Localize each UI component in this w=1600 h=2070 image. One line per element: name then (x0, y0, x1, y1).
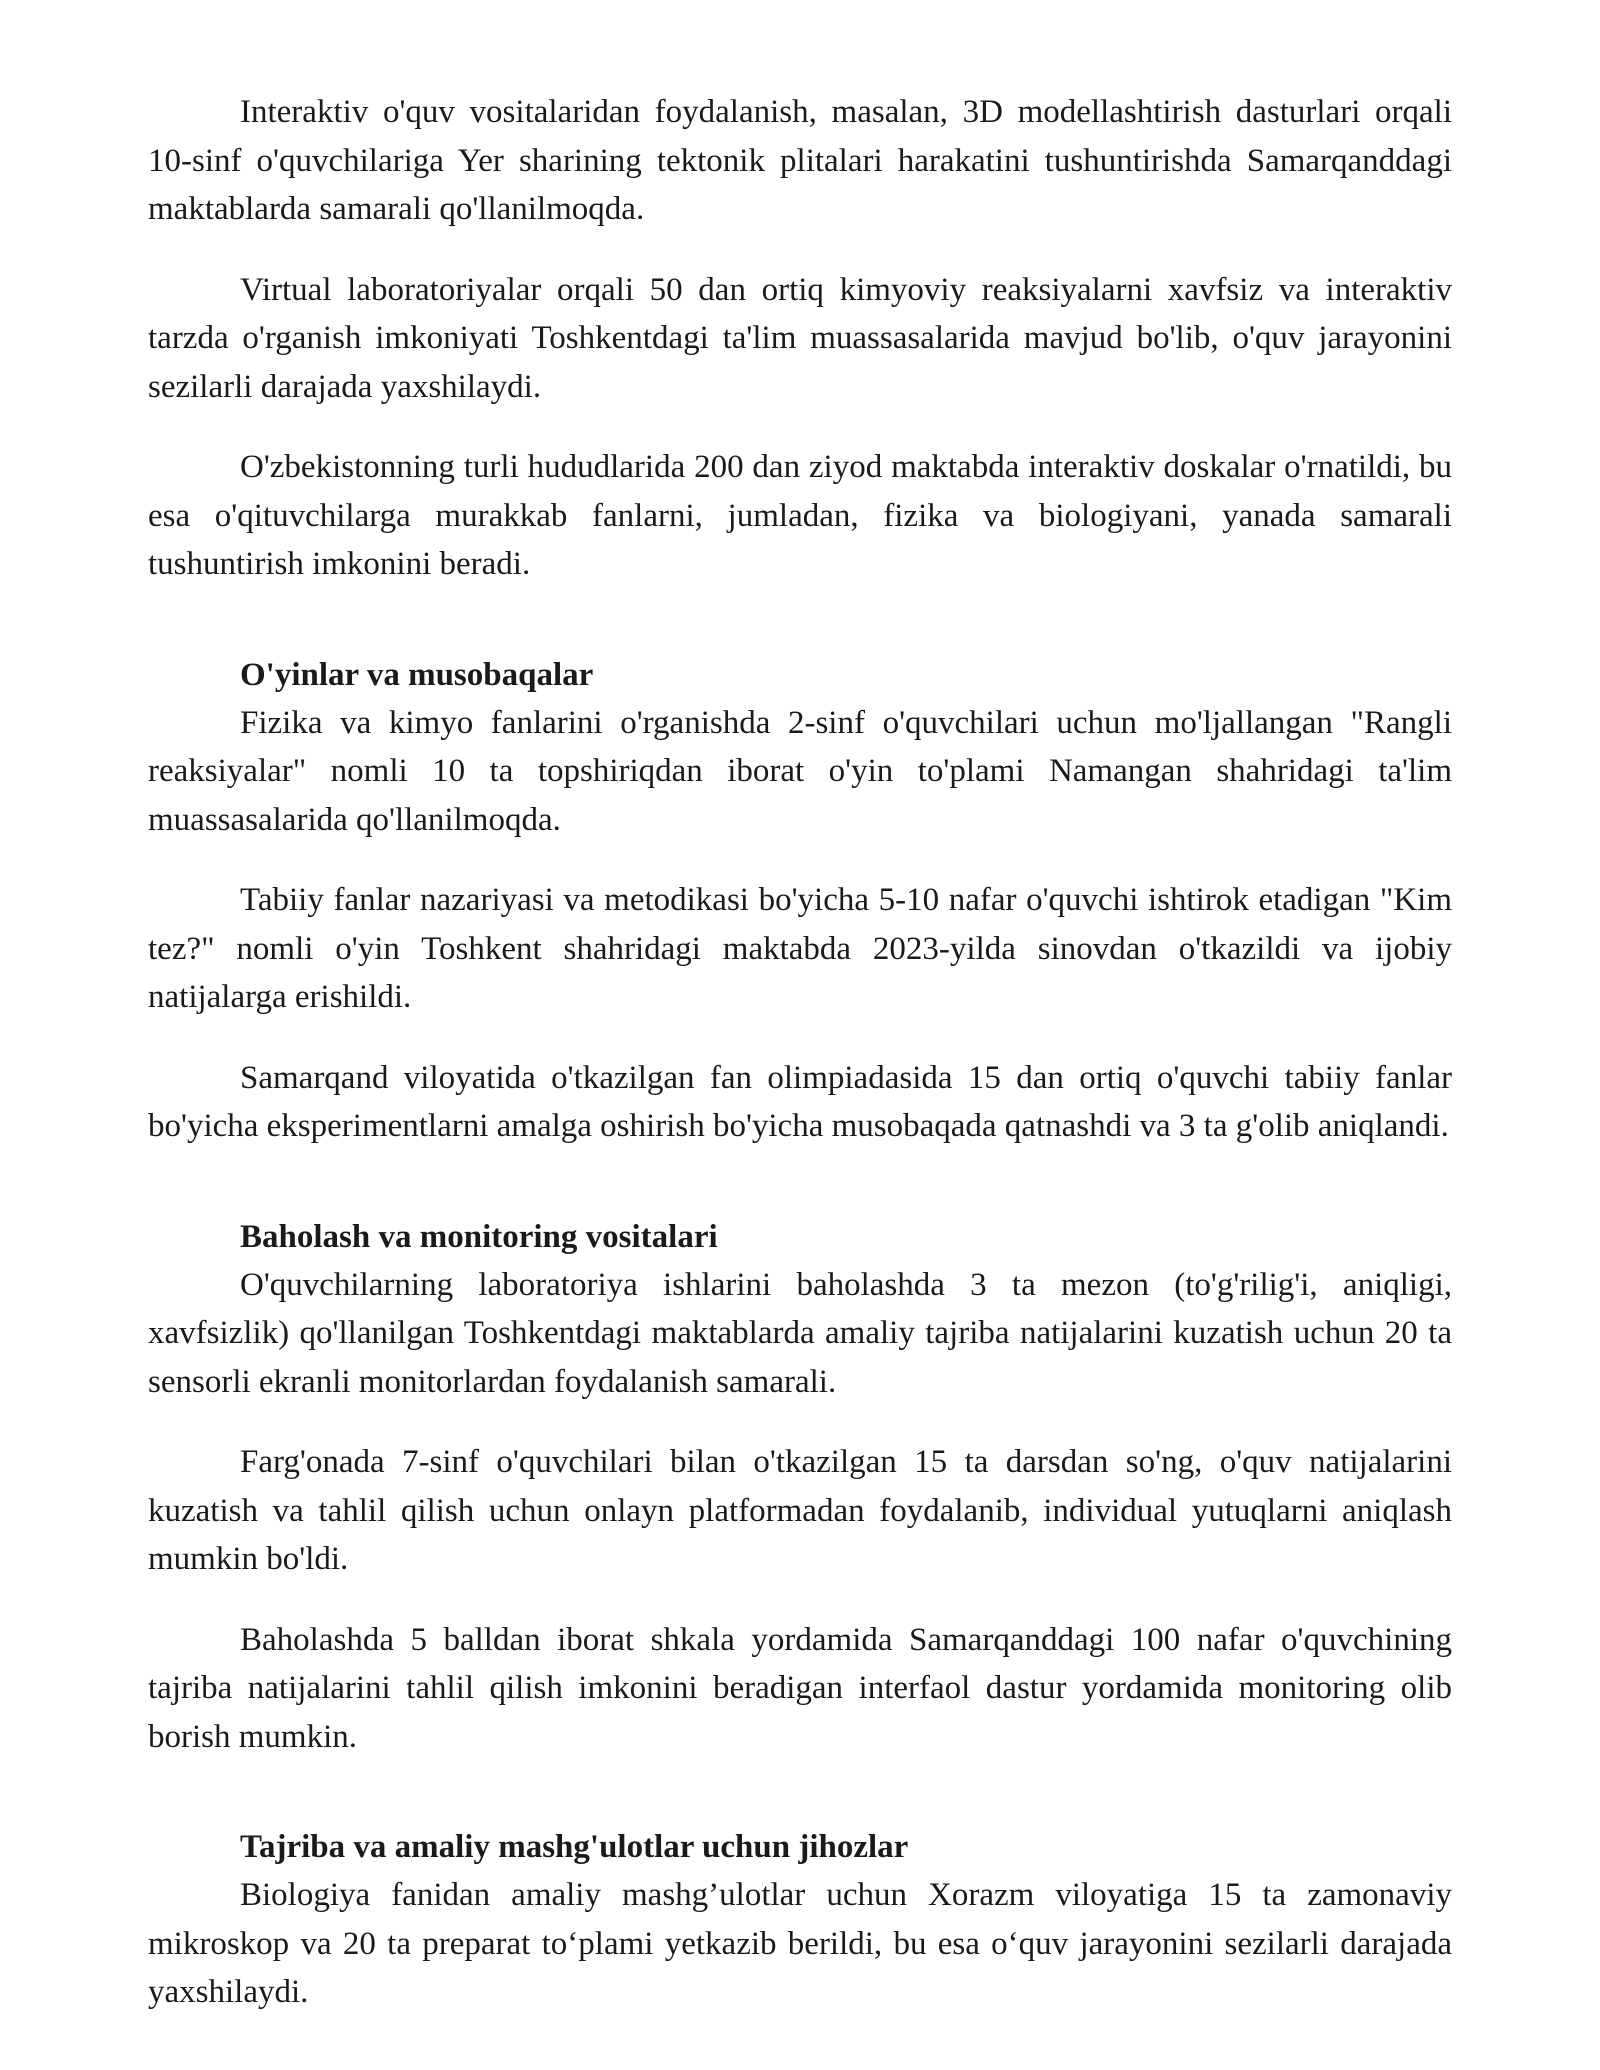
paragraph: Biologiya fanidan amaliy mashg’ulotlar uchun Xorazm viloyatiga 15 ta zamonaviy mikroskop va 20 ta preparat to‘plami yetkazib berildi, bu esa o‘quv jarayonini sezilarli darajada yaxshilaydi. (148, 1877, 1452, 2010)
paragraph: O'quvchilarning laboratoriya ishlarini baholashda 3 ta mezon (to'g'rilig'i, aniqligi, xavfsizlik) qo'llanilgan Toshkentdagi maktablarda amaliy tajriba natijalarini kuzatish uchun 20 ta sensorli ekranli monitorlardan foydalanish samarali. (148, 1266, 1452, 1400)
section-heading: Tajriba va amaliy mashg'ulotlar uchun jihozlar (240, 1829, 909, 1865)
paragraph: O'zbekistonning turli hududlarida 200 dan ziyod maktabda interaktiv doskalar o'rnatildi, bu esa o'qituvchilarga murakkab fanlarni, jumladan, fizika va biologiyani, yanada samarali tushuntirish imkonini beradi. (148, 449, 1452, 582)
document-page (148, 88, 1452, 2049)
section-heading: O'yinlar va musobaqalar (240, 656, 594, 693)
paragraph: Baholashda 5 balldan iborat shkala yordamida Samarqanddagi 100 nafar o'quvchining tajriba natijalarini tahlil qilish imkonini beradigan interfaol dastur yordamida monitoring olib borish mumkin. (148, 1621, 1452, 1755)
paragraph: Fizika va kimyo fanlarini o'rganishda 2-sinf o'quvchilari uchun mo'ljallangan "Rangli reaksiyalar" nomli 10 ta topshiriqdan iborat o'yin to'plami Namangan shahridagi ta'lim muassasalarida qo'llanilmoqda. (148, 704, 1452, 838)
paragraph: Tabiiy fanlar nazariyasi va metodikasi bo'yicha 5-10 nafar o'quvchi ishtirok etadigan "Kim tez?" nomli o'yin Toshkent shahridagi maktabda 2023-yilda sinovdan o'tkazildi va ijobiy natijalarga erishildi. (148, 882, 1452, 1015)
paragraph: Farg'onada 7-sinf o'quvchilari bilan o'tkazilgan 15 ta darsdan so'ng, o'quv natijalarini kuzatish va tahlil qilish uchun onlayn platformadan foydalanib, individual yutuqlarni aniqlash mumkin bo'ldi. (148, 1444, 1452, 1577)
section-heading: Baholash va monitoring vositalari (240, 1218, 718, 1255)
paragraph: Interaktiv o'quv vositalaridan foydalanish, masalan, 3D modellashtirish dasturlari orqali 10-sinf o'quvchilariga Yer sharining tektonik plitalari harakatini tushuntirishda Samarqanddagi maktablarda samarali qo'llanilmoqda. (148, 94, 1452, 227)
paragraph: Samarqand viloyatida o'tkazilgan fan olimpiadasida 15 dan ortiq o'quvchi tabiiy fanlar bo'yicha eksperimentlarni amalga oshirish bo'yicha musobaqada qatnashdi va 3 ta g'olib aniqlandi. (148, 1059, 1452, 1144)
paragraph: Virtual laboratoriyalar orqali 50 dan ortiq kimyoviy reaksiyalarni xavfsiz va interaktiv tarzda o'rganish imkoniyati Toshkentdagi ta'lim muassasalarida mavjud bo'lib, o'quv jarayonini sezilarli darajada yaxshilaydi. (148, 271, 1452, 405)
